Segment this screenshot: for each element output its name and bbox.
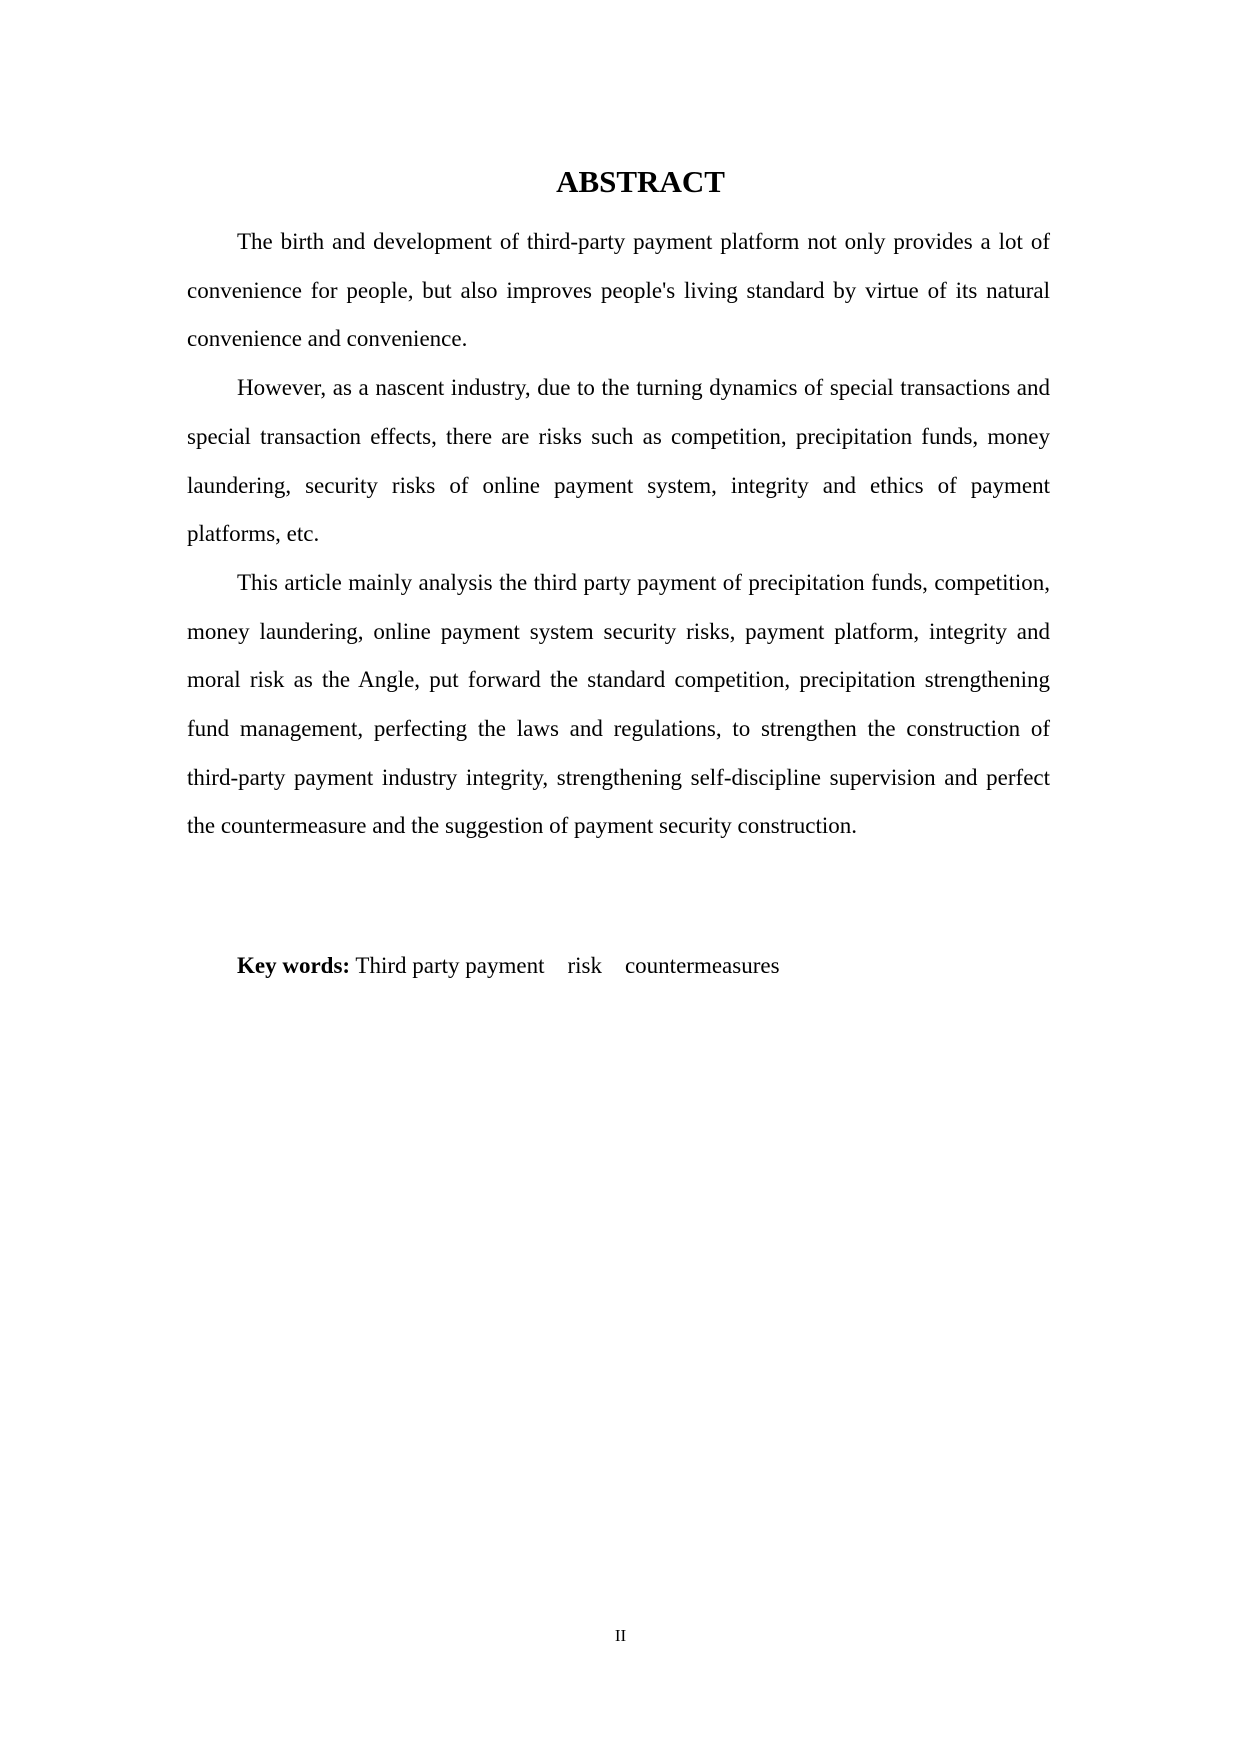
abstract-paragraph-1: The birth and development of third-party payment platform not only provides a lot of convenience for people, but also improves people's living standard by virtue of its natural convenience and convenience. xyxy=(187,229,1050,352)
abstract-title: ABSTRACT xyxy=(556,164,725,199)
keywords-values: Third party payment risk countermeasures xyxy=(355,953,780,978)
page-number: II xyxy=(614,1626,627,1645)
keywords-line xyxy=(237,946,780,986)
abstract-paragraph-3: This article mainly analysis the third party payment of precipitation funds, competition, money laundering, online payment system security risks, payment platform, integrity and moral risk as the Angle, put forward the standard competition, precipitation strengthening fund management, perfecting the laws and regulations, to strengthen the construction of third-party payment industry integrity, strengthening self-discipline supervision and perfect the countermeasure and the suggestion of payment security construction. xyxy=(187,569,1050,839)
abstract-paragraph-2: However, as a nascent industry, due to the turning dynamics of special transactions and special transaction effects, there are risks such as competition, precipitation funds, money laundering, security risks of online payment system, integrity and ethics of payment platforms, etc. xyxy=(187,375,1050,547)
abstract-body xyxy=(187,218,1050,851)
keywords-label: Key words: xyxy=(237,953,351,978)
